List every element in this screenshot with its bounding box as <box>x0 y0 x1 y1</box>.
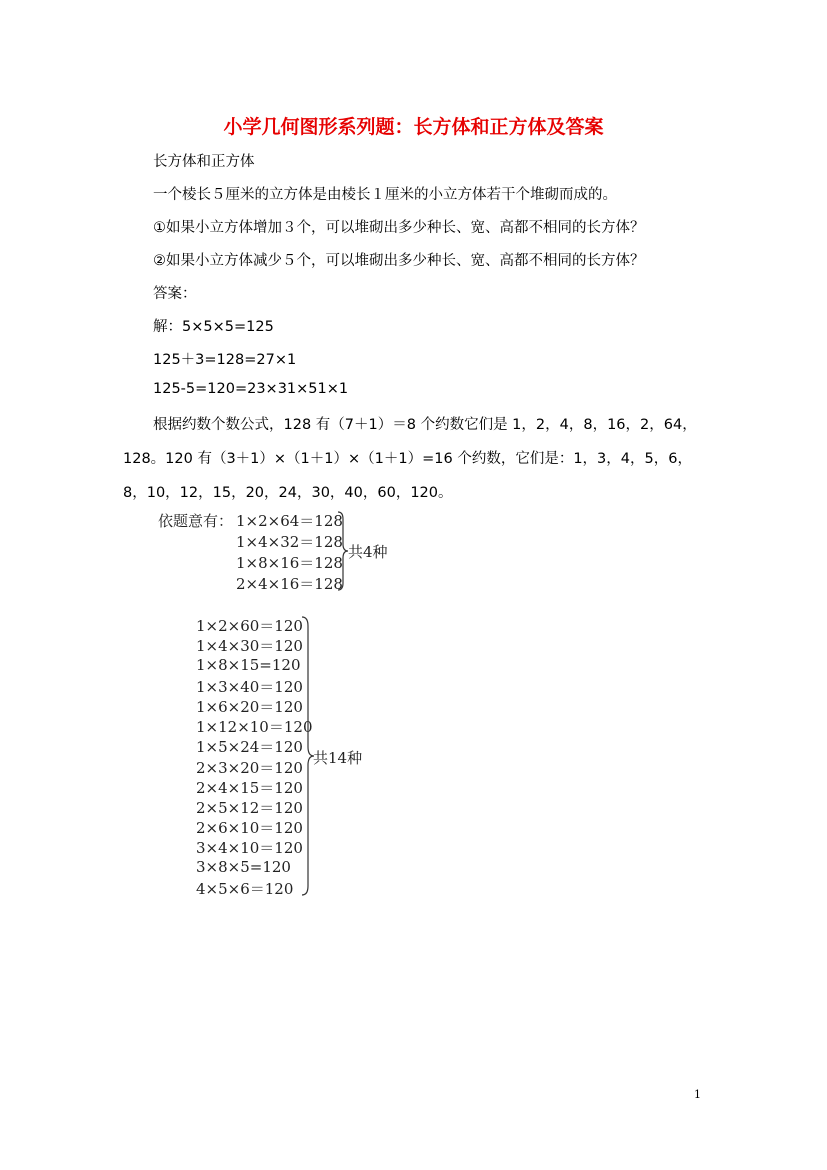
page-title: 小学几何图形系列题：长方体和正方体及答案 <box>223 116 604 138</box>
page-number: 1 <box>694 1088 701 1101</box>
question-1: ①如果小立方体增加３个，可以堆砌出多少种长、宽、高都不相同的长方体？ <box>153 220 645 236</box>
group2-equation: 1×4×30＝120 <box>196 637 303 655</box>
group2-equation: 1×2×60＝120 <box>196 617 303 635</box>
group2-equation: 2×6×10＝120 <box>196 819 303 837</box>
group1-equation: 1×2×64＝128 <box>236 512 343 530</box>
group1-equation: 1×8×16＝128 <box>236 554 343 572</box>
group2-equation: 1×3×40＝120 <box>196 678 303 696</box>
group1-equation: 1×4×32＝128 <box>236 533 343 551</box>
group2-equation: 1×6×20＝120 <box>196 698 303 716</box>
group2-equation: 2×5×12＝120 <box>196 799 303 817</box>
solution-line-2: 125＋3=128=27×1 <box>153 352 297 368</box>
section-heading: 长方体和正方体 <box>153 154 255 170</box>
group2-equation: 1×8×15=120 <box>196 656 301 674</box>
group2-total: 共14种 <box>313 749 363 767</box>
solution-paragraph: 根据约数个数公式，128 有（7＋1）＝8 个约数它们是 1，2，4，8，16，2，64，128。120 有（3＋1）×（1＋1）×（1＋1）=16 个约数，它们是：1，3，4，5，6，8，10，12，15，20，24，30，40，60，120。 <box>123 417 697 501</box>
solution-line-1: 解：5×5×5=125 <box>153 319 274 335</box>
group2-equation: 4×5×6＝120 <box>196 880 294 898</box>
group2-equation: 3×8×5=120 <box>196 858 291 876</box>
group1-total: 共4种 <box>348 543 388 561</box>
problem-statement: 一个棱长５厘米的立方体是由棱长１厘米的小立方体若干个堆砌而成的。 <box>153 187 617 203</box>
answer-label: 答案： <box>153 286 197 302</box>
group2-equation: 2×3×20＝120 <box>196 759 303 777</box>
group2-equation: 1×12×10＝120 <box>196 718 313 736</box>
group1-equation: 2×4×16＝128 <box>236 575 343 593</box>
group2-equation: 3×4×10＝120 <box>196 839 303 857</box>
group1-intro: 依题意有： <box>158 512 234 530</box>
group2-equation: 2×4×15＝120 <box>196 779 303 797</box>
group2-equation: 1×5×24＝120 <box>196 738 303 756</box>
solution-line-3: 125-5=120=23×31×51×1 <box>153 381 349 397</box>
question-2: ②如果小立方体减少５个，可以堆砌出多少种长、宽、高都不相同的长方体？ <box>153 253 645 269</box>
